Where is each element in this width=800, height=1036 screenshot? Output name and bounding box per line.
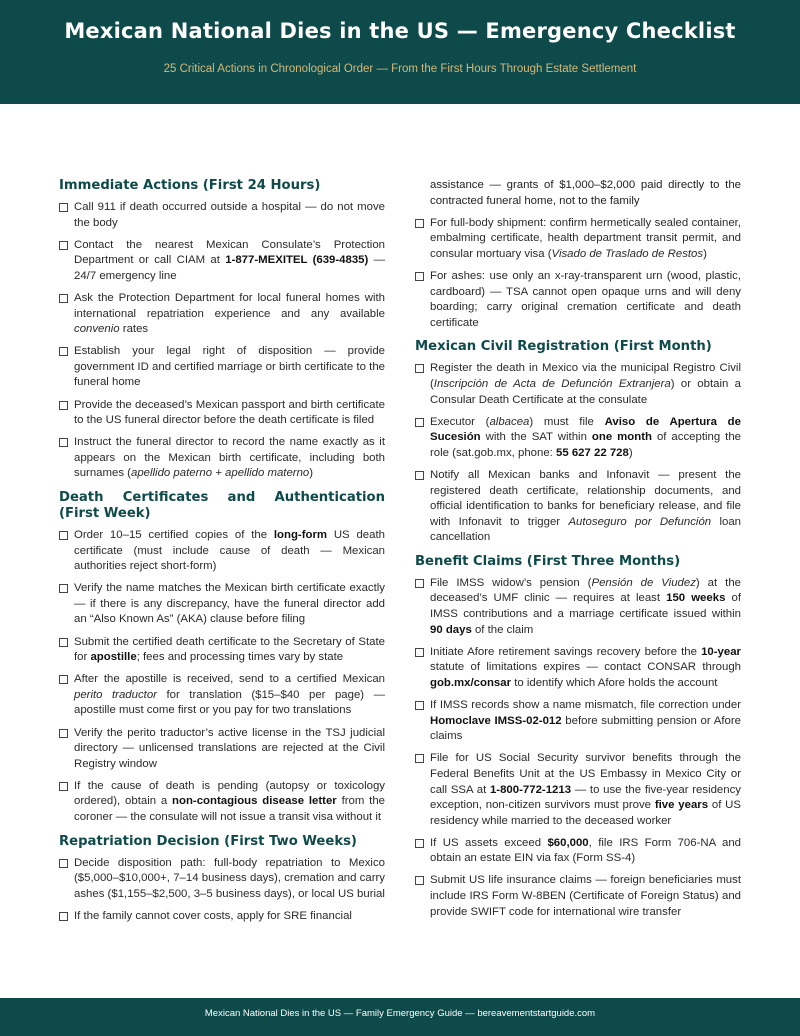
checkbox-icon[interactable] bbox=[59, 241, 68, 250]
checklist-item[interactable]: Verify the name matches the Mexican birth certificate exactly — if there is any discrepancy, have the funeral director add an “Also Known As” (AKA) clause before filing bbox=[59, 581, 385, 628]
checklist-civil-registration bbox=[415, 361, 741, 546]
checklist-repatriation bbox=[59, 856, 385, 925]
page-subtitle: 25 Critical Actions in Chronological Order — From the First Hours Through Estate Settlement bbox=[163, 63, 637, 75]
page-footer: Mexican National Dies in the US — Family Emergency Guide — bereavementstartguide.com bbox=[0, 998, 800, 1036]
checkbox-icon[interactable] bbox=[415, 364, 424, 373]
checkbox-icon[interactable] bbox=[59, 203, 68, 212]
checklist-item[interactable]: Notify all Mexican banks and Infonavit — present the registered death certificate, relationship documents, and official identification to banks for beneficiary release, and file with Infonavit to trigger Autoseguro por Defunción loan cancellation bbox=[415, 468, 741, 546]
checkbox-icon[interactable] bbox=[415, 754, 424, 763]
checklist-item[interactable]: Contact the nearest Mexican Consulate’s Protection Department or call CIAM at 1-877-MEXITEL (639-4835) — 24/7 emergency line bbox=[59, 238, 385, 285]
checklist-immediate bbox=[59, 200, 385, 482]
checklist-item[interactable]: Register the death in Mexico via the municipal Registro Civil (Inscripción de Acta de Defunción Extranjera) or obtain a Consular Death Certificate at the consulate bbox=[415, 361, 741, 408]
checkbox-icon[interactable] bbox=[59, 347, 68, 356]
checkbox-icon[interactable] bbox=[59, 782, 68, 791]
checklist-item[interactable]: Initiate Afore retirement savings recovery before the 10-year statute of limitations expires — contact CONSAR through gob.mx/consar to identify which Afore holds the account bbox=[415, 645, 741, 692]
checklist-item[interactable]: If IMSS records show a name mismatch, file correction under Homoclave IMSS-02-012 before submitting pension or Afore claims bbox=[415, 698, 741, 745]
checkbox-icon[interactable] bbox=[59, 675, 68, 684]
checklist-columns bbox=[59, 178, 741, 996]
checkbox-icon[interactable] bbox=[59, 638, 68, 647]
checkbox-icon[interactable] bbox=[415, 272, 424, 281]
checkbox-icon[interactable] bbox=[415, 839, 424, 848]
section-title-benefit-claims: Benefit Claims (First Three Months) bbox=[415, 553, 681, 569]
section-title-civil-registration: Mexican Civil Registration (First Month) bbox=[415, 339, 712, 355]
checkbox-icon[interactable] bbox=[59, 531, 68, 540]
page-title: Mexican National Dies in the US — Emergency Checklist bbox=[64, 19, 736, 43]
checkbox-icon[interactable] bbox=[415, 219, 424, 228]
checklist-item[interactable]: Order 10–15 certified copies of the long-form US death certificate (must include cause of death — Mexican authorities reject short-form) bbox=[59, 528, 385, 575]
checklist-item[interactable]: Verify the perito traductor’s active license in the TSJ judicial directory — unlicensed translations are rejected at the Civil Registry window bbox=[59, 726, 385, 773]
checklist-benefit-claims bbox=[415, 576, 741, 920]
checklist-item[interactable]: Executor (albacea) must file Aviso de Apertura de Sucesión with the SAT within one month of accepting the role (sat.gob.mx, phone: 55 627 22 728) bbox=[415, 415, 741, 462]
checkbox-icon[interactable] bbox=[59, 438, 68, 447]
checkbox-icon[interactable] bbox=[59, 584, 68, 593]
checklist-item[interactable]: Instruct the funeral director to record the name exactly as it appears on the Mexican birth certificate, including both surnames (apellido paterno + apellido materno) bbox=[59, 435, 385, 482]
checklist-item[interactable]: If the family cannot cover costs, apply for SRE financial bbox=[59, 909, 385, 925]
checklist-item[interactable]: Call 911 if death occurred outside a hospital — do not move the body bbox=[59, 200, 385, 231]
checklist-item[interactable]: If the cause of death is pending (autopsy or toxicology ordered), obtain a non-contagious disease letter from the coroner — the consulate will not issue a transit visa without it bbox=[59, 779, 385, 826]
checklist-item[interactable]: Establish your legal right of disposition — provide government ID and certified marriage or birth certificate to the funeral home bbox=[59, 344, 385, 391]
right-column bbox=[415, 178, 741, 927]
checkbox-icon[interactable] bbox=[59, 859, 68, 868]
checkbox-icon[interactable] bbox=[59, 729, 68, 738]
checklist-item[interactable]: Decide disposition path: full-body repatriation to Mexico ($5,000–$10,000+, 7–14 business days), cremation and carry ashes ($1,155–$2,500, 3–5 business days), or local US burial bbox=[59, 856, 385, 903]
checklist-item[interactable]: Submit US life insurance claims — foreign beneficiaries must include IRS Form W-8BEN (Certificate of Foreign Status) and provide SWIFT code for international wire transfer bbox=[415, 873, 741, 920]
checkbox-icon[interactable] bbox=[415, 471, 424, 480]
checklist-item[interactable]: For ashes: use only an x-ray-transparent urn (wood, plastic, cardboard) — TSA cannot open opaque urns and will deny boarding; carry original cremation certificate and death certificate bbox=[415, 269, 741, 331]
checkbox-icon[interactable] bbox=[415, 701, 424, 710]
checklist-item[interactable]: Provide the deceased’s Mexican passport and birth certificate to the US funeral director before the death certificate is filed bbox=[59, 398, 385, 429]
section-title-repatriation: Repatriation Decision (First Two Weeks) bbox=[59, 833, 357, 849]
checkbox-icon[interactable] bbox=[59, 401, 68, 410]
section-title-immediate: Immediate Actions (First 24 Hours) bbox=[59, 178, 321, 193]
checklist-item[interactable]: If US assets exceed $60,000, file IRS Form 706-NA and obtain an estate EIN via fax (Form SS-4) bbox=[415, 836, 741, 867]
page-header bbox=[0, 0, 800, 104]
checkbox-icon[interactable] bbox=[59, 912, 68, 921]
left-column bbox=[59, 178, 385, 931]
checklist-item[interactable]: For full-body shipment: confirm hermetically sealed container, embalming certificate, health department transit permit, and consular mortuary visa (Visado de Traslado de Restos) bbox=[415, 216, 741, 263]
checkbox-icon[interactable] bbox=[415, 876, 424, 885]
checklist-item[interactable]: File for US Social Security survivor benefits through the Federal Benefits Unit at the US Embassy in Mexico City or call SSA at 1-800-772-1213 — to use the five-year residency exception, non-citizen survivors must prove five years of US residency while married to the deceased worker bbox=[415, 751, 741, 829]
checklist-item-continuation: assistance — grants of $1,000–$2,000 paid directly to the contracted funeral home, not to the family bbox=[430, 179, 741, 207]
section-title-death-certificates: Death Certificates and Authentication (First Week) bbox=[59, 490, 385, 521]
checklist-item[interactable]: Ask the Protection Department for local funeral homes with international repatriation experience and any available convenio rates bbox=[59, 291, 385, 338]
checklist-item[interactable]: File IMSS widow’s pension (Pensión de Viudez) at the deceased’s UMF clinic — requires at least 150 weeks of IMSS contributions and a marriage certificate issued within 90 days of the claim bbox=[415, 576, 741, 638]
checklist-repatriation-continued bbox=[415, 216, 741, 332]
checklist-death-certificates bbox=[59, 528, 385, 826]
checklist-item[interactable]: After the apostille is received, send to a certified Mexican perito traductor for translation ($15–$40 per page) — apostille must come first or you pay for two translations bbox=[59, 672, 385, 719]
checklist-item[interactable]: Submit the certified death certificate to the Secretary of State for apostille; fees and processing times vary by state bbox=[59, 635, 385, 666]
checkbox-icon[interactable] bbox=[415, 648, 424, 657]
checkbox-icon[interactable] bbox=[415, 579, 424, 588]
checkbox-icon[interactable] bbox=[59, 294, 68, 303]
checkbox-icon[interactable] bbox=[415, 418, 424, 427]
